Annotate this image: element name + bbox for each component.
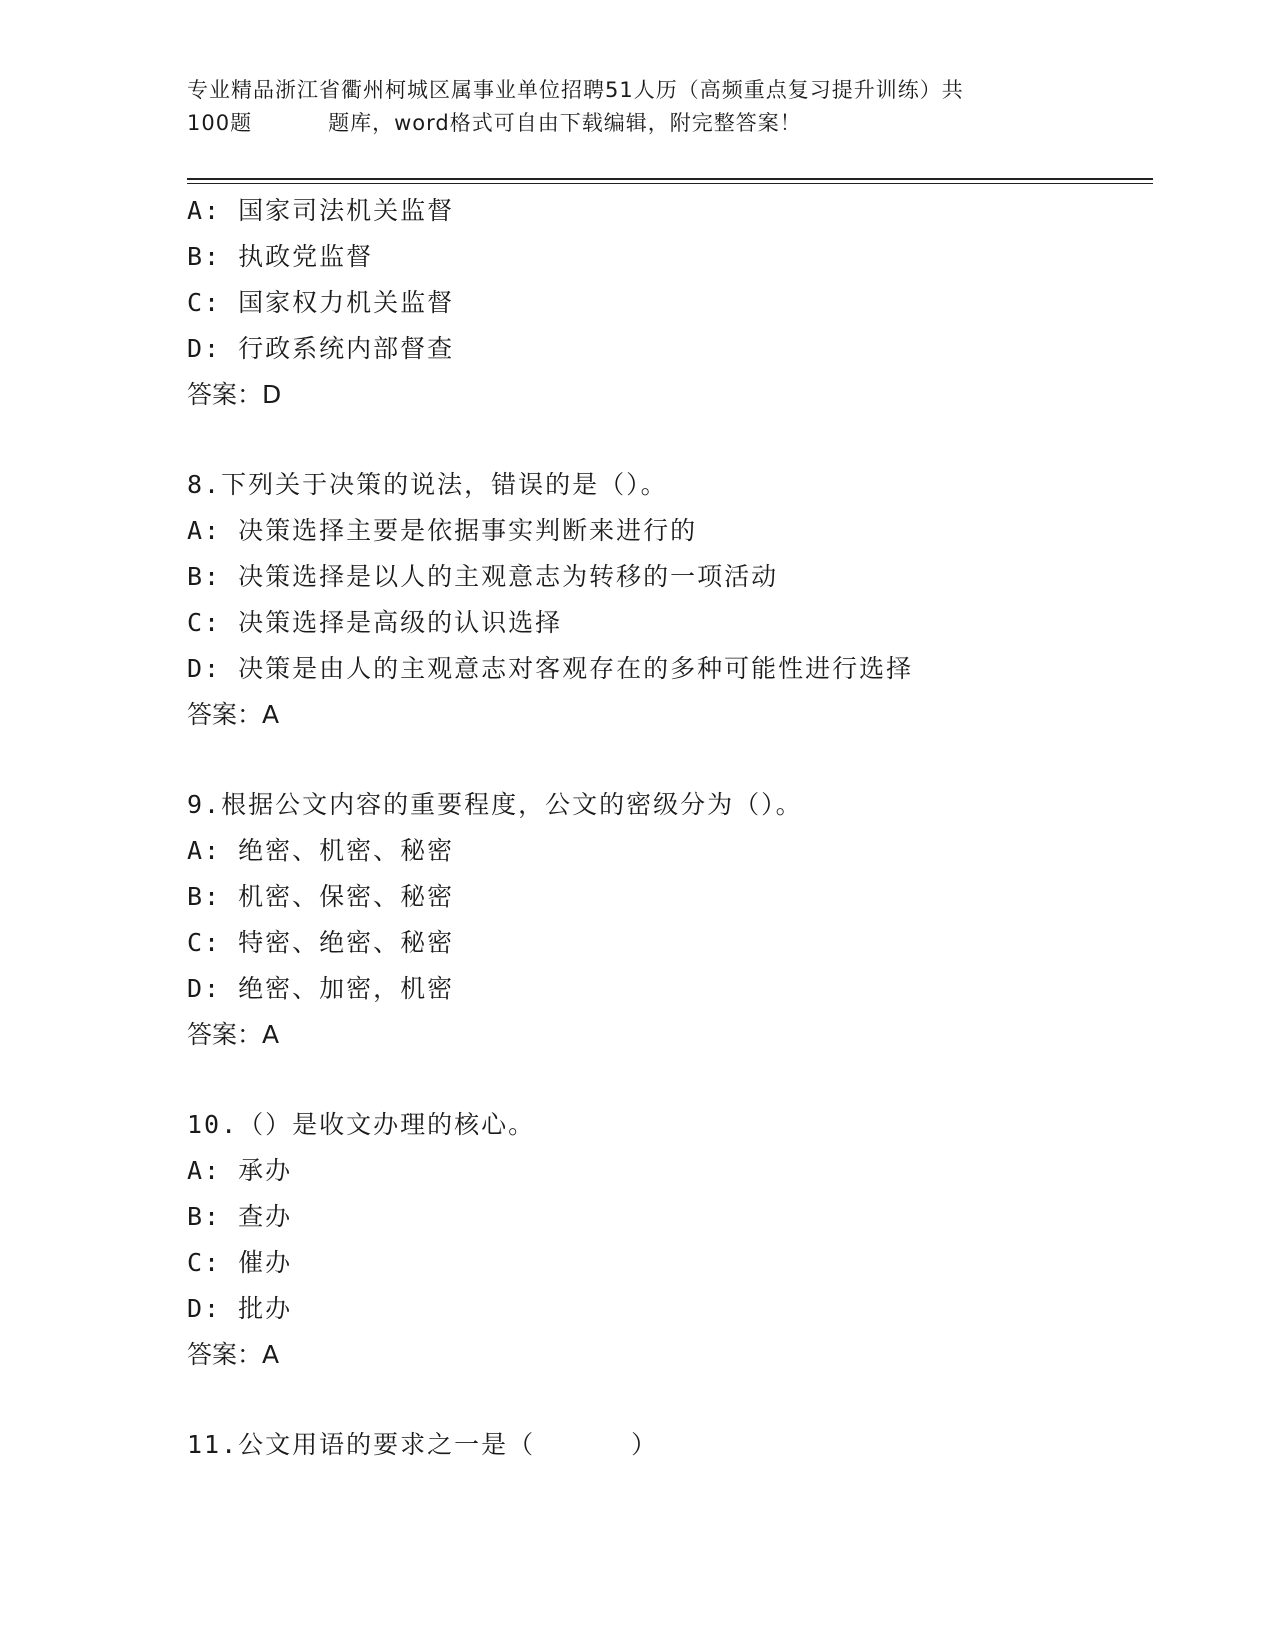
- question-7-answer: 答案：D: [187, 380, 282, 409]
- question-9-option-b: B: 机密、保密、秘密: [187, 882, 455, 911]
- question-8-option-a: A: 决策选择主要是依据事实判断来进行的: [187, 516, 698, 545]
- question-7-option-b: B: 执政党监督: [187, 242, 374, 271]
- question-8-option-d: D: 决策是由人的主观意志对客观存在的多种可能性进行选择: [187, 654, 914, 683]
- question-7-option-d: D: 行政系统内部督查: [187, 334, 455, 363]
- question-7-option-c: C: 国家权力机关监督: [187, 288, 455, 317]
- question-8-block: [187, 462, 1167, 738]
- question-9-option-d: D: 绝密、加密，机密: [187, 974, 455, 1003]
- question-8-answer: 答案：A: [187, 700, 280, 729]
- question-8-option-b: B: 决策选择是以人的主观意志为转移的一项活动: [187, 562, 779, 591]
- question-9-stem: 9.根据公文内容的重要程度，公文的密级分为（）。: [187, 790, 803, 819]
- header-description: 题库，word格式可自由下载编辑，附完整答案！: [328, 111, 802, 135]
- header-divider-thin: [187, 183, 1153, 184]
- question-10-option-c: C: 催办: [187, 1248, 293, 1277]
- question-list: [187, 188, 1167, 1468]
- question-10-stem: 10.（）是收文办理的核心。: [187, 1110, 536, 1139]
- question-10-block: [187, 1102, 1167, 1378]
- question-7-option-a: A: 国家司法机关监督: [187, 196, 455, 225]
- question-8-stem: 8.下列关于决策的说法，错误的是（）。: [187, 470, 668, 499]
- question-7-block: [187, 188, 1167, 418]
- question-9-option-a: A: 绝密、机密、秘密: [187, 836, 455, 865]
- question-10-option-d: D: 批办: [187, 1294, 293, 1323]
- question-11-stem-text: 11.公文用语的要求之一是（: [187, 1430, 536, 1459]
- question-9-block: [187, 782, 1167, 1058]
- question-8-option-c: C: 决策选择是高级的认识选择: [187, 608, 563, 637]
- question-11-block: [187, 1422, 1167, 1468]
- question-10-option-b: B: 查办: [187, 1202, 293, 1231]
- header-line-1: 专业精品浙江省衢州柯城区属事业单位招聘51人历（高频重点复习提升训练）共: [187, 78, 964, 102]
- question-9-answer: 答案：A: [187, 1020, 280, 1049]
- document-header: [187, 74, 1087, 140]
- question-10-option-a: A: 承办: [187, 1156, 293, 1185]
- header-divider-thick: [187, 178, 1153, 180]
- header-question-count: 100题: [187, 111, 253, 135]
- header-line-2: [187, 107, 1087, 140]
- question-11-stem-close: ）: [631, 1430, 659, 1459]
- question-9-option-c: C: 特密、绝密、秘密: [187, 928, 455, 957]
- question-10-answer: 答案：A: [187, 1340, 280, 1369]
- question-11-stem: [187, 1422, 1167, 1468]
